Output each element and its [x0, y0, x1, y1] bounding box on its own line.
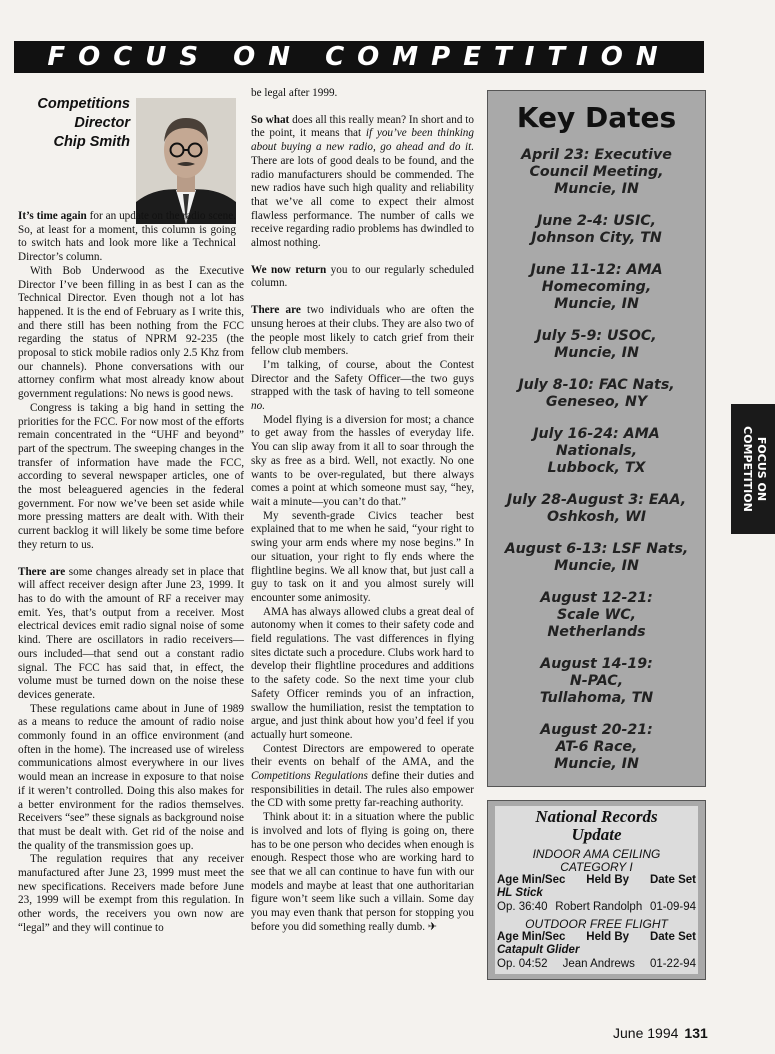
paragraph: be legal after 1999. — [251, 87, 338, 99]
paragraph: It’s time again for an update on the radio scene. So, at least for a moment, this column is going to switch hats and look more like a Technical Director’s column. — [18, 210, 236, 264]
byline-role: Director — [74, 115, 130, 131]
author-portrait-icon — [136, 98, 236, 224]
paragraph: The regulation requires that any receiver manufactured after June 23, 1999 must meet the new specifications. Receivers made before June 23, 1999 will be exempt from this regulation. In other words, the receivers you own now are “legal” and they will continue to — [18, 853, 244, 934]
paragraph: There are two individuals who are often the unsung heroes at their clubs. They are also two of the people most likely to catch grief from their fellow club members. — [251, 304, 474, 358]
record-category: INDOOR AMA CEILING CATEGORY I — [532, 847, 661, 874]
record-model: Catapult Glider — [497, 944, 580, 956]
key-date-entry: August 14-19: N-PAC, Tullahoma, TN — [539, 656, 654, 706]
key-date-entry: July 8-10: FAC Nats, Geneseo, NY — [518, 377, 675, 410]
records-title: National Records Update — [535, 807, 658, 844]
article-column-2 — [251, 87, 474, 934]
article-column-1 — [18, 210, 244, 936]
record-headers: Age Min/Sec Held By Date Set — [497, 874, 696, 886]
byline-author: Chip Smith — [53, 134, 130, 150]
byline-title: Competitions — [37, 96, 130, 112]
key-date-entry: April 23: Executive Council Meeting, Muncie, IN — [521, 147, 672, 197]
paragraph: So what does all this really mean? In short and to the point, it means that if you’ve been thinking about buying a new radio, go ahead and do it. There are lots of good deals to be found, and the radio manufacturers should be commended. The new radios have such high quality and reliability that we’ve all come to expect their almost flawless performance. The number of calls we receive regarding radio problems has dwindled to almost nothing. — [251, 113, 475, 250]
paragraph: Think about it: in a situation where the public is involved and lots of flying is going on, there has to be one person who decides when enough is enough. Respect those who are working hard to see that we all can continue to have fun with our models and maybe at least that one authoritarian figure won’t seem like such a villain. Some day you may even thank that person for stopping you before you did something really dumb. ✈ — [251, 811, 474, 933]
paragraph: With Bob Underwood as the Executive Director I’ve been filling in as best I can as the Technical Director. Even though not a lot has happened. It is the end of February as I write this, and there still has been nothing from the FCC regarding the status of NPRM 92-235 (the proposal to stick mobile radios only 2.5 Khz from our channels). Phone conversations with our attorney confirm what most already know about government regulations: No news is good news. — [18, 264, 244, 401]
paragraph: AMA has always allowed clubs a great deal of autonomy when it comes to their safety code and field regulations. The vast differences in flying sites dictate such a procedure. Clubs work hard to develop their flightline procedures and additions to the safety code. So the next time your club Safety Officer reminds you of an infraction, swallow the humiliation, resist the temptation to argue, and just think about how you’d feel if you actually hurt someone. — [251, 605, 474, 741]
page-folio — [613, 1025, 708, 1041]
airplane-icon: ✈ — [427, 920, 438, 933]
section-banner: FOCUS ON COMPETITION — [14, 41, 704, 73]
record-row: Op. 04:52 Jean Andrews 01-22-94 — [497, 958, 696, 970]
issue-date: June 1994 — [613, 1025, 679, 1041]
byline — [18, 95, 130, 152]
record-headers: Age Min/Sec Held By Date Set — [497, 931, 696, 943]
key-date-entry: July 28-August 3: EAA, Oshkosh, WI — [506, 492, 687, 525]
paragraph: Model flying is a diversion for most; a chance to get away from the hassles of everyday life. You can slip away from it all to soar through the sky as free as a bird. Well, not exactly. No one wants to be over-regulated, but there always comes a point at which someone must say, “hey, wait a minute—you can’t do that.” — [251, 413, 474, 508]
key-dates-list — [488, 147, 705, 788]
key-date-entry: August 20-21: AT-6 Race, Muncie, IN — [540, 722, 653, 772]
paragraph: Congress is taking a big hand in setting the priorities for the FCC. For now most of the efforts remain concentrated in the “UHF and beyond” part of the spectrum. The sweeping changes in the transfer of information have made the FCC, according to several newspaper articles, one of the most beleaguered agencies in the federal government. For now we’ve been set aside while more pressing matters are dealt with. With their current backlog it will likely be some time before they return to us. — [18, 401, 244, 551]
key-date-entry: June 2-4: USIC, Johnson City, TN — [531, 213, 662, 246]
key-date-entry: July 5-9: USOC, Muncie, IN — [536, 328, 657, 361]
key-date-entry: July 16-24: AMA Nationals, Lubbock, TX — [533, 426, 660, 476]
record-model: HL Stick — [497, 887, 543, 899]
records-box — [487, 800, 706, 980]
paragraph: I’m talking, of course, about the Contest Director and the Safety Officer—the two guys strapped with the task of having to tell someone no. — [251, 358, 474, 413]
side-tab-label: FOCUS ON COMPETITION — [741, 426, 768, 512]
page-number: 131 — [684, 1025, 708, 1041]
record-row: Op. 36:40 Robert Randolph 01-09-94 — [497, 901, 696, 913]
author-photo — [136, 98, 236, 224]
record-category: OUTDOOR FREE FLIGHT — [525, 917, 668, 931]
key-date-entry: August 12-21: Scale WC, Netherlands — [540, 590, 653, 640]
paragraph: My seventh-grade Civics teacher best explained that to me when he said, “your right to swing your arm ends where my nose begins.” In our situation, your right to fly ends where the flightline begins. We all know that, but just call a guy to task on it and you almost surely will encounter some animosity. — [251, 509, 474, 604]
paragraph: There are some changes already set in place that will affect receiver design after June 23, 1999. It has to do with the amount of RF a receiver may emit. Yes, that’s output from a receiver. Most electrical devices emit radio signal noise of some kind. There are oscillators in radio receivers—ours included—that send out a constant radio signal. The FCC has said that, in effect, the volume must be turned down on the noise these devices generate. — [18, 565, 244, 701]
side-tab — [731, 404, 775, 534]
key-date-entry: June 11-12: AMA Homecoming, Muncie, IN — [530, 262, 663, 312]
records-panel — [495, 806, 698, 974]
key-date-entry: August 6-13: LSF Nats, Muncie, IN — [504, 541, 689, 574]
paragraph: These regulations came about in June of 1989 as a means to reduce the amount of radio noise commonly found in an office environment (and often in the home). The increased use of wireless communications almost everywhere in our lives would mean an increase in exposure to that noise if it weren’t controlled. Doing this also makes for a better environment for the radios themselves. Receivers “see” these signals as background noise that must be dealt with. Get rid of the noise and the quality of the transmission goes up. — [18, 702, 244, 852]
paragraph: Contest Directors are empowered to operate their events on behalf of the AMA, and the Competitions Regulations define their duties and responsibilities in detail. The rules also empower the CD with some pretty far-reaching authority. — [251, 742, 474, 810]
key-dates-box — [487, 90, 706, 787]
key-dates-title: Key Dates — [516, 101, 677, 134]
paragraph: We now return you to our regularly scheduled column. — [251, 263, 475, 290]
